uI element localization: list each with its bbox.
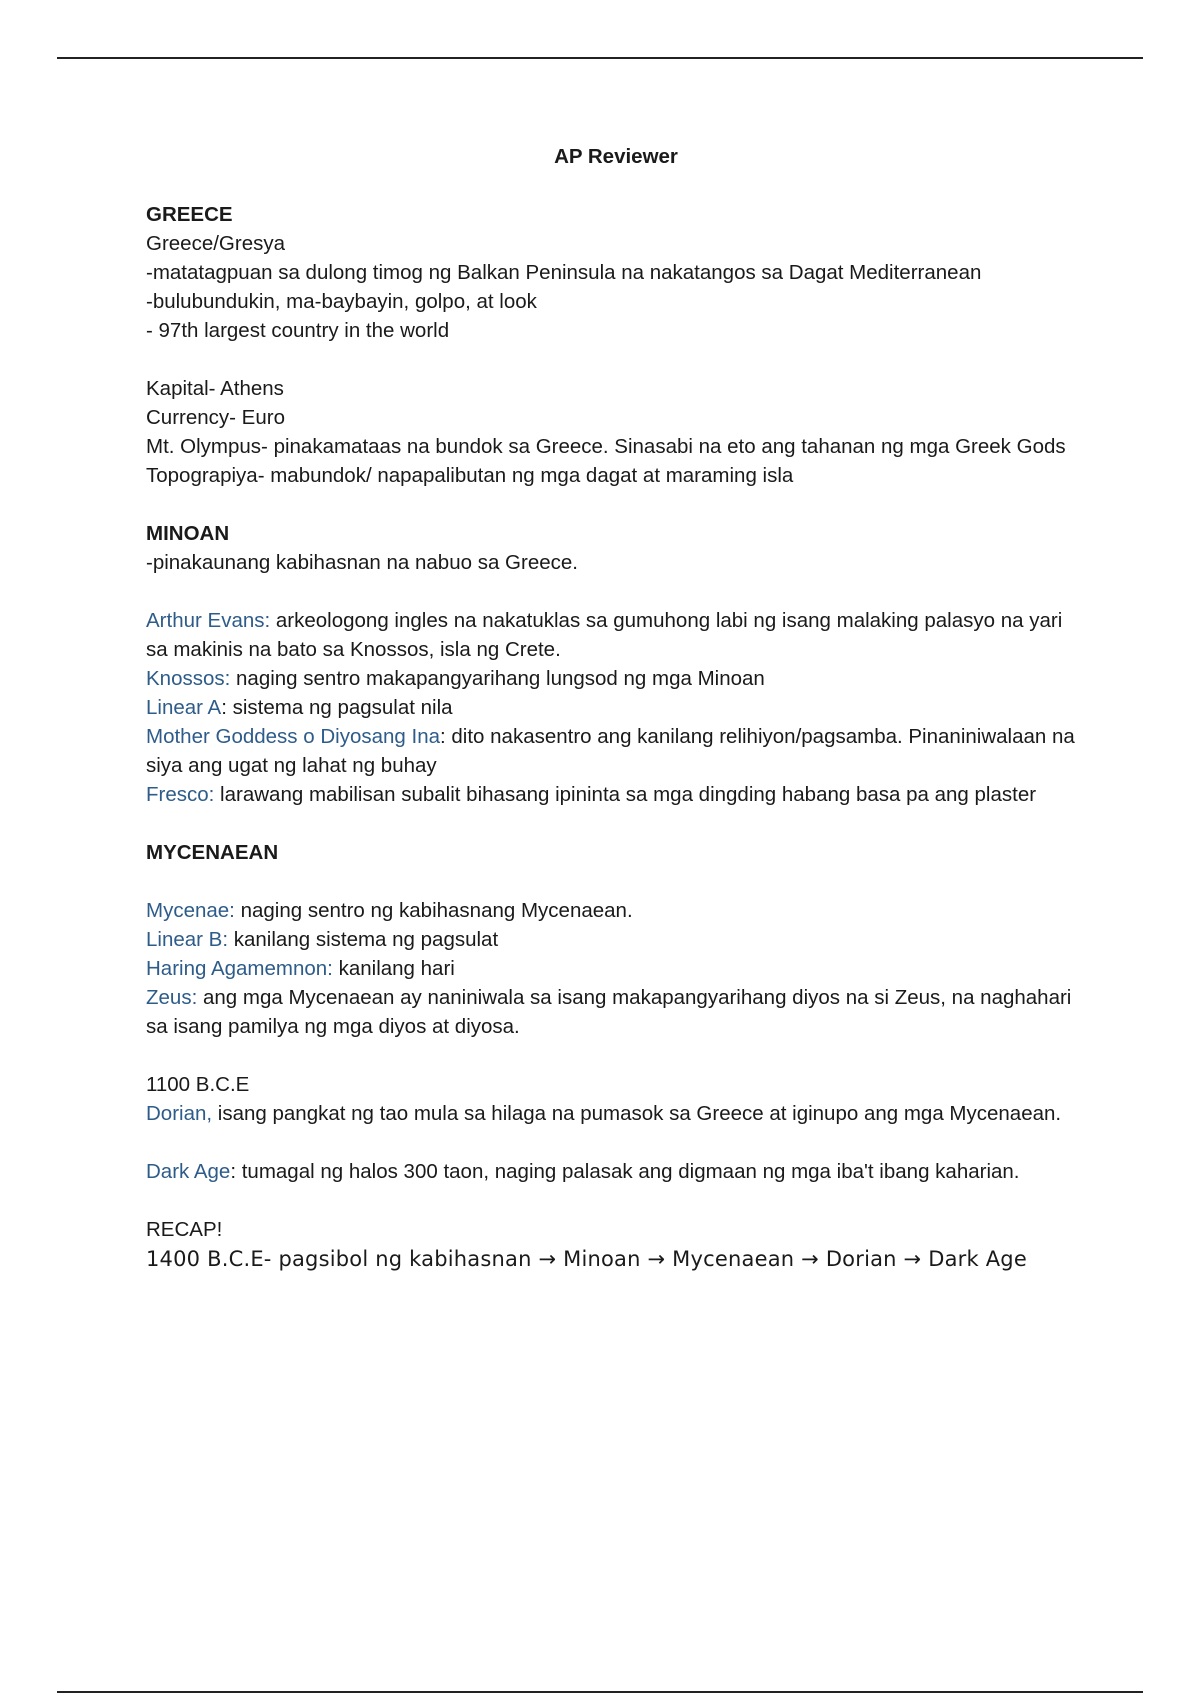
term-label: Dorian, bbox=[146, 1102, 213, 1125]
greece-line: - 97th largest country in the world bbox=[146, 319, 450, 342]
term-definition: naging sentro ng kabihasnang Mycenaean. bbox=[234, 899, 633, 922]
term-label: Mycenae: bbox=[146, 899, 235, 922]
top-rule bbox=[57, 57, 1143, 59]
section-heading-minoan: MINOAN bbox=[146, 522, 230, 545]
term-definition: kanilang sistema ng pagsulat bbox=[228, 928, 499, 951]
recap-label: RECAP! bbox=[146, 1218, 223, 1241]
greece-fact: Currency- Euro bbox=[146, 406, 285, 429]
term-label: Linear B: bbox=[146, 928, 229, 951]
spacer bbox=[146, 345, 1086, 374]
term-definition: arkeologong ingles na nakatuklas sa gumuhong labi ng isang malaking palasyo na yari sa makinis na bato sa Knossos, isla ng Crete. bbox=[146, 609, 1063, 661]
term-definition: larawang mabilisan subalit bihasang ipininta sa mga dingding habang basa pa ang plaster bbox=[214, 783, 1037, 806]
document-body bbox=[146, 142, 1086, 1275]
greece-fact: Mt. Olympus- pinakamataas na bundok sa Greece. Sinasabi na eto ang tahanan ng mga Greek Gods bbox=[146, 435, 1066, 458]
greece-line: Greece/Gresya bbox=[146, 232, 285, 255]
spacer bbox=[146, 490, 1086, 519]
mycenaean-term-entry bbox=[146, 983, 1086, 1041]
greece-fact: Kapital- Athens bbox=[146, 377, 284, 400]
dark-age-entry bbox=[146, 1157, 1086, 1186]
mycenaean-term-entry bbox=[146, 896, 1086, 925]
spacer bbox=[146, 1041, 1086, 1070]
spacer bbox=[146, 867, 1086, 896]
minoan-term-entry bbox=[146, 780, 1086, 809]
minoan-term-entry bbox=[146, 722, 1086, 780]
term-definition: kanilang hari bbox=[332, 957, 455, 980]
term-label: Linear A bbox=[146, 696, 222, 719]
term-label: Mother Goddess o Diyosang Ina bbox=[146, 725, 440, 748]
term-label: Fresco: bbox=[146, 783, 215, 806]
page-title: AP Reviewer bbox=[554, 145, 678, 168]
spacer bbox=[146, 1186, 1086, 1215]
minoan-term-entry bbox=[146, 693, 1086, 722]
term-label: Zeus: bbox=[146, 986, 198, 1009]
recap-timeline: 1400 B.C.E- pagsibol ng kabihasnan → Minoan → Mycenaean → Dorian → Dark Age bbox=[146, 1247, 1027, 1271]
spacer bbox=[146, 809, 1086, 838]
term-label: Dark Age bbox=[146, 1160, 231, 1183]
term-definition: isang pangkat ng tao mula sa hilaga na pumasok sa Greece at iginupo ang mga Mycenaean. bbox=[212, 1102, 1062, 1125]
bottom-rule bbox=[57, 1691, 1143, 1693]
term-definition: : sistema ng pagsulat nila bbox=[221, 696, 453, 719]
term-definition: naging sentro makapangyarihang lungsod ng mga Minoan bbox=[230, 667, 765, 690]
spacer bbox=[146, 577, 1086, 606]
section-heading-mycenaean: MYCENAEAN bbox=[146, 841, 279, 864]
term-definition: ang mga Mycenaean ay naniniwala sa isang makapangyarihang diyos na si Zeus, na naghahari sa isang pamilya ng mga diyos at diyosa. bbox=[146, 986, 1072, 1038]
mycenaean-term-entry bbox=[146, 954, 1086, 983]
greece-line: -bulubundukin, ma-baybayin, golpo, at look bbox=[146, 290, 537, 313]
greece-fact: Topograpiya- mabundok/ napapalibutan ng mga dagat at maraming isla bbox=[146, 464, 794, 487]
minoan-intro: -pinakaunang kabihasnan na nabuo sa Greece. bbox=[146, 551, 578, 574]
term-label: Haring Agamemnon: bbox=[146, 957, 333, 980]
greece-line: -matatagpuan sa dulong timog ng Balkan Peninsula na nakatangos sa Dagat Mediterranean bbox=[146, 261, 982, 284]
term-label: Arthur Evans: bbox=[146, 609, 271, 632]
term-label: Knossos: bbox=[146, 667, 231, 690]
minoan-term-entry bbox=[146, 606, 1086, 664]
mycenaean-term-entry bbox=[146, 925, 1086, 954]
dorian-entry bbox=[146, 1099, 1086, 1128]
year-label: 1100 B.C.E bbox=[146, 1073, 250, 1096]
minoan-term-entry bbox=[146, 664, 1086, 693]
spacer bbox=[146, 1128, 1086, 1157]
term-definition: : dito nakasentro ang kanilang relihiyon/pagsamba. Pinaniniwalaan na siya ang ugat ng lahat ng buhay bbox=[146, 725, 1075, 777]
section-heading-greece: GREECE bbox=[146, 203, 233, 226]
term-definition: : tumagal ng halos 300 taon, naging palasak ang digmaan ng mga iba't ibang kaharian. bbox=[230, 1160, 1020, 1183]
